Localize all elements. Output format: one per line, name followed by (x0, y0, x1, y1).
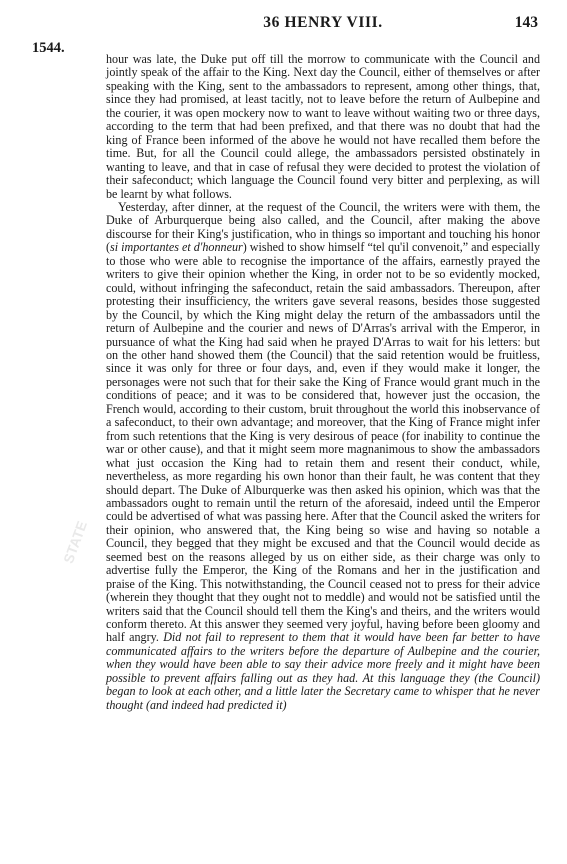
margin-year: 1544. (32, 40, 65, 56)
paragraph-1: hour was late, the Duke put off till the morrow to communicate with the Council and jointly speak of the affair to the King. Next day the Council, either of themselves or after speaking with the King, sent to the ambassadors to represent, among other things, that, since they had promised, at least tacitly, not to leave before the return of Aulbepine and the courier, it was open mockery now to want to leave without waiting two or three days, according to the term that had been prefixed, and that there was no doubt that had the king of France been informed of the above he would not have recalled them before the time. But, for all the Council could allege, the ambassadors persisted obstinately in wanting to leave, and that in case of refusal they were decided to protest the violation of their safeconduct; which language the Council found very bitter and perplexing, as will be learnt by what follows. (106, 52, 540, 201)
paragraph-2-start: Yesterday, after dinner, at the request of the Council, the writers were with them, the Duke of Arburquerque being also called, and the Council, after making the above discourse for their King's justification, who in things so important and touching his honor ( (106, 199, 540, 255)
running-head (108, 14, 538, 36)
paragraph-2-french-phrase: si importantes et d'honneur (110, 240, 243, 255)
paragraph-2 (106, 201, 540, 712)
faint-watermark: STATE (60, 518, 91, 566)
paragraph-2-main: ) wished to show himself “tel qu'il convenoit,” and especially to those who were able to recognise the importance of the affairs, earnestly prayed the writers to give their opinion whether the King, in order not to be so evidently mocked, could, without infringing the safeconduct, retain the said ambassadors. Thereupon, after protesting their insufficiency, the writers gave several reasons, besides those suggested by the Council, by which the King might delay the return of the ambassadors until the return of Aulbepine and the courier and news of D'Arras's arrival with the Emperor, in pursuance of what the King had said when he prayed D'Arras to wait for his letters: but on the other hand showed them (the Council) that the said retention would be fruitless, since it was only for three or four days, and, even if they would make it longer, the personages were not such that for their sake the King of France would grant much in the conditions of peace; and it was to be considered that, however just the occasion, the French would, according to their custom, bruit throughout the world this inobservance of a safeconduct, to their own advantage; and moreover, that the King of France might infer from such retentions that the King is very desirous of peace (for inability to continue the war or other cause), and that it might seem more magnanimous to show the ambassadors what just occasion the King had to retain them and resent their conduct, while, nevertheless, as more regarding his own honor than their fault, he was content that they should depart. The Duke of Alburquerke was then asked his opinion, which was that the ambassadors ought to remain until the return of the aforesaid, indeed until the Emperor could be advertised of what was passing here. After that the Council asked the writers for their opinion, who answered that, the King being so wise and having so notable a Council, they begged that they might be excused and that the Council would decide as seemed best on the reasons alleged by us on either side, as their charge was only to advertise fully the Emperor, the King of the Romans and her in the justification and praise of the King. This notwithstanding, the Council ceased not to press for their advice (wherein they thought that they ought not to meddle) and would not be satisfied until the writers said that the Council should tell them the King's and theirs, and the writers would conform thereto. At this answer they seemed very joyful, having before been gloomy and half angry. (106, 240, 540, 645)
running-title: 36 HENRY VIII. (263, 14, 383, 31)
body-text (106, 53, 540, 712)
paragraph-2-italic-end: Did not fail to represent to them that it would have been far better to have communicated affairs to the writers before the departure of Aulbepine and the courier, when they would have been able to say their advice more freely and it might have been possible to prevent affairs falling out as they had. At this language they (the Council) began to look at each other, and a little later the Secretary came to whisper that he never thought (and indeed had predicted it) (106, 630, 540, 712)
page-number: 143 (514, 14, 538, 31)
